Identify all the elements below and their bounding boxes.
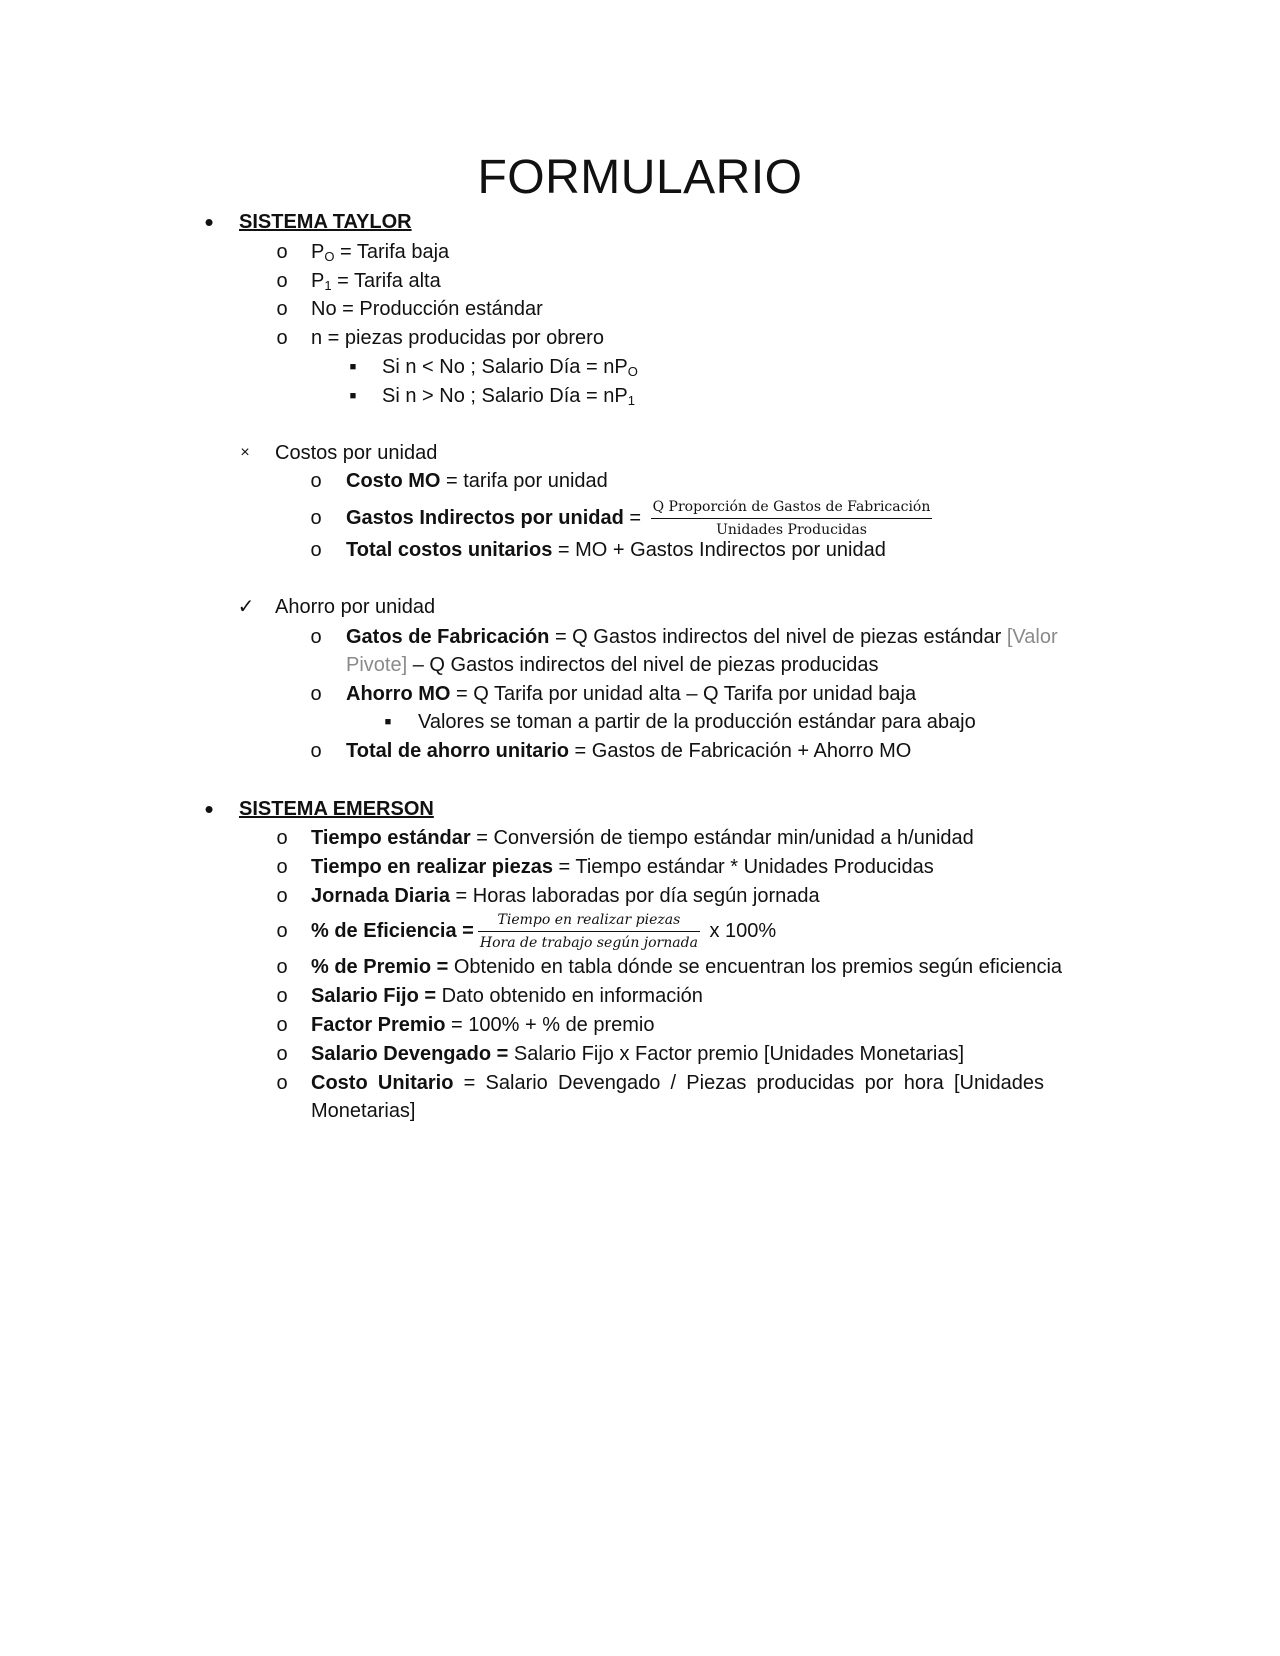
- bullet-dot: •: [204, 207, 214, 237]
- gi-fraction: $\frac{\text{Q Proporción de Gastos de Fabricación}}{\text{Unidades Producidas}}$: [652, 499, 931, 539]
- bullet-circle: o: [276, 985, 288, 1007]
- costos-mo-line: Costo MO = tarifa por unidad: [346, 470, 608, 492]
- bullet-square: ■: [349, 390, 357, 402]
- emerson-premio-line: % de Premio = Obtenido en tabla dónde se encuentran los premios según eficiencia: [311, 956, 1063, 978]
- emerson-sf-line: Salario Fijo = Dato obtenido en información: [311, 985, 703, 1007]
- ef-fraction: $\frac{\text{Tiempo en realizar piezas}}{\text{Hora de trabajo según jornada}}$: [479, 912, 698, 952]
- bullet-dot: •: [204, 794, 214, 824]
- emerson-jd-line: Jornada Diaria = Horas laboradas por día según jornada: [311, 885, 820, 907]
- section-heading-taylor: SISTEMA TAYLOR: [239, 211, 412, 233]
- taylor-no-line: No = Producción estándar: [311, 298, 543, 320]
- ahorro-mo-line: Ahorro MO = Q Tarifa por unidad alta – Q Tarifa por unidad baja: [346, 683, 917, 705]
- bullet-circle: o: [276, 827, 288, 849]
- page-title: FORMULARIO: [477, 151, 803, 204]
- bullet-circle: o: [310, 470, 322, 492]
- bullet-circle: o: [276, 270, 288, 292]
- emerson-cu-line-2: Monetarias]: [311, 1100, 416, 1122]
- bullet-circle: o: [276, 298, 288, 320]
- emerson-te-line: Tiempo estándar = Conversión de tiempo estándar min/unidad a h/unidad: [311, 827, 974, 849]
- emerson-trp-line: Tiempo en realizar piezas = Tiempo estándar * Unidades Producidas: [311, 856, 934, 878]
- taylor-n-line: n = piezas producidas por obrero: [311, 327, 604, 349]
- bullet-circle: o: [276, 1043, 288, 1065]
- emerson-cu-line-1: Costo Unitario = Salario Devengado / Piezas producidas por hora [Unidades: [311, 1072, 1045, 1094]
- ahorro-total-line: Total de ahorro unitario = Gastos de Fabricación + Ahorro MO: [346, 740, 912, 762]
- taylor-p0-line: $P_O$ = Tarifa baja: [311, 241, 450, 264]
- ahorro-heading: Ahorro por unidad: [275, 596, 436, 618]
- bullet-circle: o: [276, 885, 288, 907]
- bullet-circle: o: [310, 507, 322, 529]
- bullet-circle: o: [276, 1014, 288, 1036]
- bullet-circle: o: [276, 1072, 288, 1094]
- ahorro-gf-line-1: Gatos de Fabricación = Q Gastos indirectos del nivel de piezas estándar [Valor: [346, 626, 1058, 648]
- section-heading-emerson: SISTEMA EMERSON: [239, 798, 434, 820]
- bullet-cross: ×: [240, 444, 250, 461]
- bullet-circle: o: [276, 241, 288, 263]
- taylor-rule-2: Si n > No ; Salario Día = $nP_1$: [382, 385, 635, 408]
- emerson-fp-line: Factor Premio = 100% + % de premio: [311, 1014, 655, 1036]
- bullet-circle: o: [310, 539, 322, 561]
- emerson-sd-line: Salario Devengado = Salario Fijo x Factor premio [Unidades Monetarias]: [311, 1043, 965, 1065]
- bullet-circle: o: [310, 740, 322, 762]
- bullet-check: ✓: [237, 596, 255, 618]
- bullet-circle: o: [276, 956, 288, 978]
- bullet-square: ■: [349, 361, 357, 373]
- bullet-circle: o: [276, 920, 288, 942]
- taylor-p1-line: $P_1$ = Tarifa alta: [311, 270, 441, 293]
- ahorro-mo-note: Valores se toman a partir de la producción estándar para abajo: [418, 711, 976, 733]
- costos-gi-line: Gastos Indirectos por unidad = $\frac{\text{Q Proporción de Gastos de Fabricación}}{\text{Unidades Producidas}}$: [346, 499, 931, 539]
- ahorro-gf-line-2: Pivote] – Q Gastos indirectos del nivel de piezas producidas: [346, 654, 879, 676]
- bullet-square: ■: [384, 716, 392, 728]
- bullet-circle: o: [310, 683, 322, 705]
- bullet-circle: o: [310, 626, 322, 648]
- emerson-eficiencia-line: % de Eficiencia = $\frac{\text{Tiempo en realizar piezas}}{\text{Hora de trabajo según jornada}}$ x 100%: [311, 912, 777, 952]
- costos-heading: Costos por unidad: [275, 442, 438, 464]
- taylor-rule-1: Si n < No ; Salario Día = $nP_O$: [382, 356, 638, 379]
- costos-total-line: Total costos unitarios = MO + Gastos Indirectos por unidad: [346, 539, 886, 561]
- bullet-circle: o: [276, 856, 288, 878]
- bullet-circle: o: [276, 327, 288, 349]
